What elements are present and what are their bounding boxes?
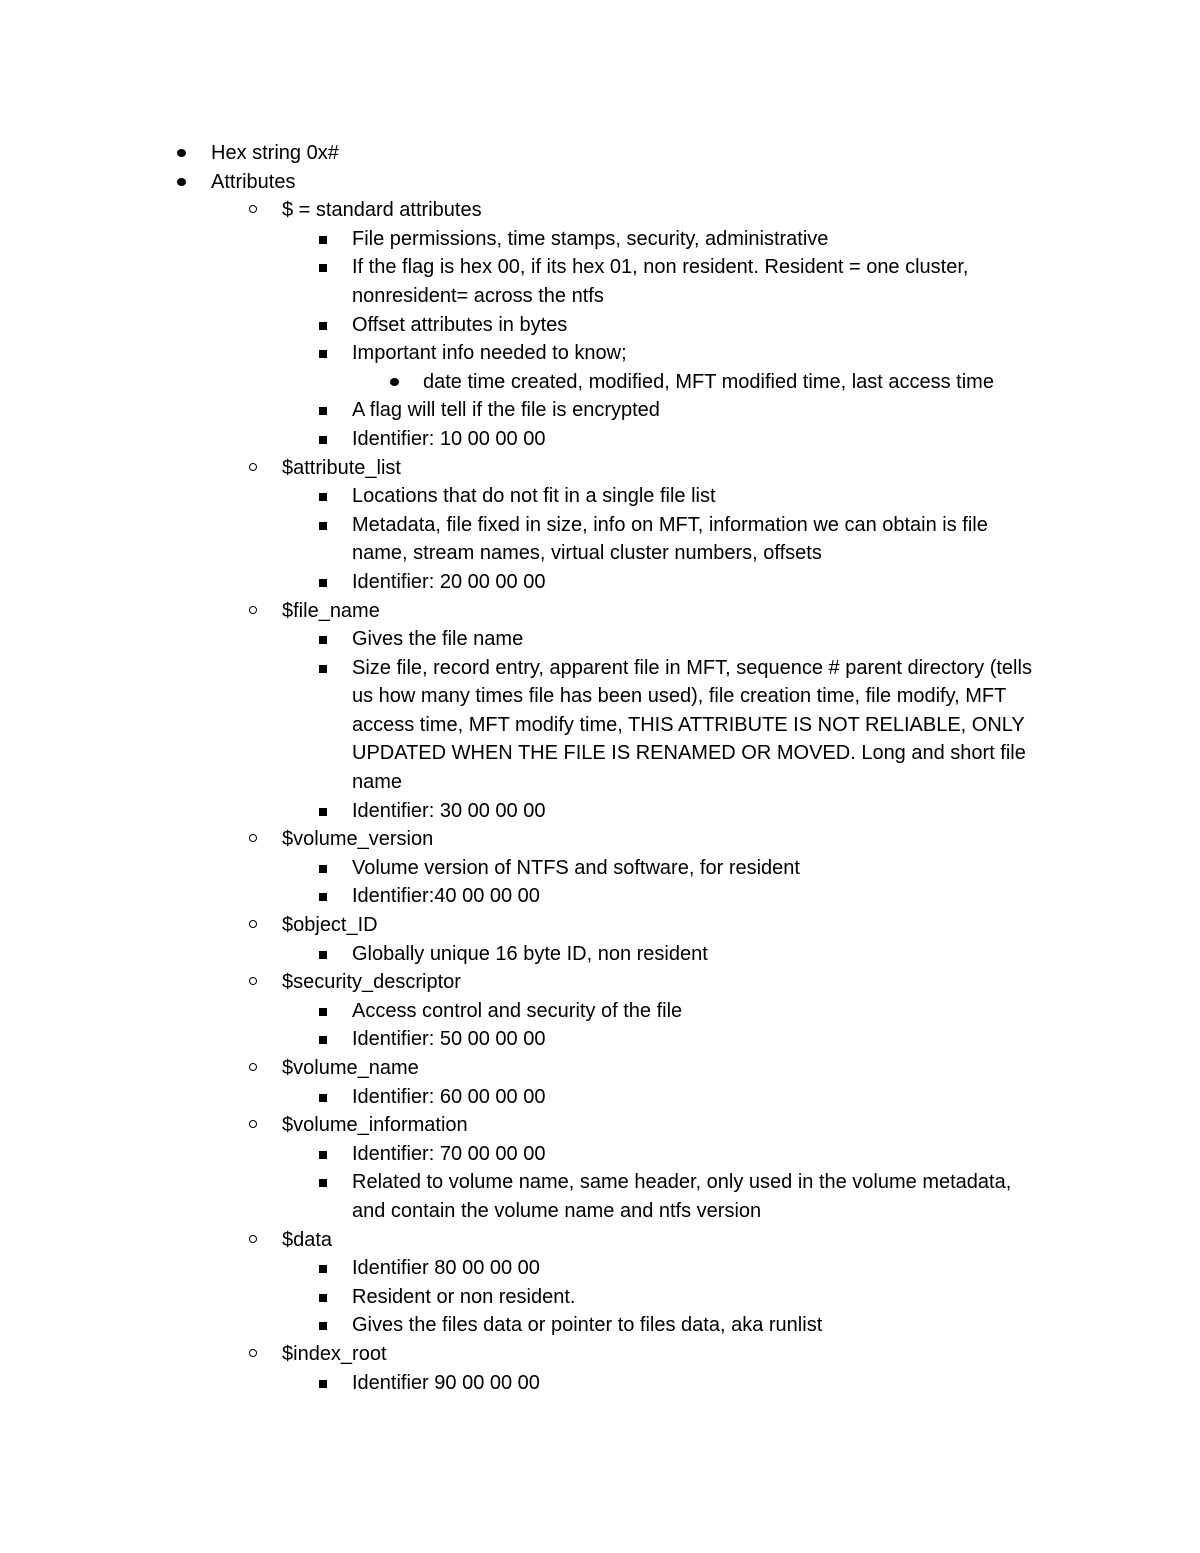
list-item [0, 625, 1042, 654]
hollow-circle-bullet-icon [249, 1235, 257, 1243]
list-item [0, 339, 1042, 368]
list-item-text: Important info needed to know; [352, 342, 627, 365]
filled-square-bullet-icon [319, 1294, 327, 1302]
list-item [0, 1054, 1042, 1083]
list-item-text: $volume_name [282, 1057, 419, 1079]
hollow-circle-bullet-icon [249, 977, 257, 985]
list-item-text: Identifier: 60 00 00 00 [352, 1085, 546, 1108]
filled-square-bullet-icon [319, 579, 327, 587]
hollow-circle-bullet-icon [249, 205, 257, 213]
list-item [0, 1111, 1042, 1140]
filled-square-bullet-icon [319, 951, 327, 959]
list-item-text: If the flag is hex 00, if its hex 01, non resident. Resident = one cluster, nonresident= across the ntfs [352, 256, 969, 307]
list-item-text: Globally unique 16 byte ID, non resident [352, 942, 708, 965]
list-item-text: Volume version of NTFS and software, for resident [352, 856, 800, 879]
list-item-text: $index_root [282, 1342, 387, 1365]
list-item-text: Gives the files data or pointer to files data, aka runlist [352, 1314, 823, 1337]
list-item [0, 1254, 1042, 1283]
list-item [0, 253, 1042, 310]
filled-square-bullet-icon [319, 865, 327, 873]
filled-square-bullet-icon [319, 1036, 327, 1044]
filled-square-bullet-icon [319, 236, 327, 244]
list-item [0, 911, 1042, 940]
list-item [0, 940, 1042, 969]
list-item [0, 1311, 1042, 1340]
list-item [0, 196, 1042, 225]
filled-disc-bullet-icon [177, 149, 186, 157]
filled-square-bullet-icon [319, 407, 327, 415]
list-item [0, 854, 1042, 883]
list-item [0, 797, 1042, 826]
list-item-text: $data [282, 1228, 333, 1251]
hollow-circle-bullet-icon [249, 463, 257, 471]
list-item-text: date time created, modified, MFT modified time, last access time [423, 370, 994, 393]
list-item [0, 1083, 1042, 1112]
list-item-text: Access control and security of the file [352, 999, 683, 1022]
list-item-text: Resident or non resident. [352, 1285, 576, 1308]
list-item [0, 1140, 1042, 1169]
list-item [0, 311, 1042, 340]
filled-square-bullet-icon [319, 1179, 327, 1187]
document-page [0, 139, 1200, 1397]
list-item-text: $security_descriptor [282, 971, 461, 994]
list-item-text: Identifier: 50 00 00 00 [352, 1028, 546, 1051]
filled-square-bullet-icon [319, 1380, 327, 1388]
hollow-circle-bullet-icon [249, 920, 257, 928]
list-item [0, 168, 1031, 197]
list-item [0, 597, 1042, 626]
list-item-text: $attribute_list [282, 456, 401, 479]
list-item [0, 139, 1031, 168]
filled-square-bullet-icon [319, 493, 327, 501]
list-item-text: $object_ID [282, 914, 378, 937]
list-item [0, 368, 1063, 397]
filled-square-bullet-icon [319, 436, 327, 444]
hollow-circle-bullet-icon [249, 606, 257, 614]
list-item [0, 1025, 1042, 1054]
filled-square-bullet-icon [319, 522, 327, 530]
filled-square-bullet-icon [319, 808, 327, 816]
filled-disc-bullet-icon [390, 378, 399, 386]
list-item-text: Identifier: 30 00 00 00 [352, 799, 546, 822]
list-item-text: Metadata, file fixed in size, info on MFT, information we can obtain is file name, stream names, virtual cluster numbers, offsets [352, 513, 988, 565]
list-item-text: Locations that do not fit in a single file list [352, 485, 716, 508]
filled-disc-bullet-icon [177, 178, 186, 186]
list-item [0, 225, 1042, 254]
list-item [0, 1226, 1042, 1255]
list-item-text: A flag will tell if the file is encrypted [352, 399, 660, 422]
list-item [0, 1340, 1042, 1369]
list-item [0, 997, 1042, 1026]
list-item-text: Identifier:40 00 00 00 [352, 885, 540, 908]
list-item-text: $ = standard attributes [282, 199, 482, 222]
list-item [0, 1283, 1042, 1312]
bullet-list [0, 139, 1200, 1397]
list-item-text: Identifier: 10 00 00 00 [352, 427, 546, 450]
filled-square-bullet-icon [319, 665, 327, 673]
list-item-text: Size file, record entry, apparent file in MFT, sequence # parent directory (tells us how many times file has been used), file creation time, file modify, MFT access time, MFT modify time, THIS ATTRIBUTE IS NOT RELIABLE, ONLY UPDATED WHEN THE FILE IS RENAMED OR MOVED. Long and short file name [352, 656, 1032, 794]
list-item [0, 454, 1042, 483]
list-item [0, 1168, 1042, 1225]
filled-square-bullet-icon [319, 1008, 327, 1016]
list-item-text: $volume_version [282, 828, 434, 851]
filled-square-bullet-icon [319, 1322, 327, 1330]
list-item-text: File permissions, time stamps, security, administrative [352, 227, 829, 250]
list-item-text: Hex string 0x# [211, 142, 339, 164]
filled-square-bullet-icon [319, 1265, 327, 1273]
filled-square-bullet-icon [319, 636, 327, 644]
filled-square-bullet-icon [319, 264, 327, 272]
filled-square-bullet-icon [319, 322, 327, 330]
filled-square-bullet-icon [319, 1094, 327, 1102]
filled-square-bullet-icon [319, 1151, 327, 1159]
filled-square-bullet-icon [319, 350, 327, 358]
hollow-circle-bullet-icon [249, 1349, 257, 1357]
list-item [0, 882, 1042, 911]
list-item-text: Attributes [211, 170, 296, 193]
list-item [0, 654, 1042, 797]
list-item [0, 511, 1042, 568]
list-item [0, 1369, 1042, 1398]
list-item-text: Identifier: 70 00 00 00 [352, 1142, 546, 1165]
list-item-text: Offset attributes in bytes [352, 313, 568, 336]
list-item-text: Identifier: 20 00 00 00 [352, 570, 546, 593]
list-item [0, 968, 1042, 997]
list-item [0, 568, 1042, 597]
list-item-text: Identifier 90 00 00 00 [352, 1371, 540, 1394]
hollow-circle-bullet-icon [249, 834, 257, 842]
list-item-text: $file_name [282, 599, 380, 622]
hollow-circle-bullet-icon [249, 1063, 257, 1071]
list-item-text: $volume_information [282, 1114, 468, 1137]
filled-square-bullet-icon [319, 893, 327, 901]
list-item-text: Gives the file name [352, 628, 524, 651]
list-item [0, 482, 1042, 511]
hollow-circle-bullet-icon [249, 1120, 257, 1128]
list-item [0, 396, 1042, 425]
list-item [0, 425, 1042, 454]
list-item-text: Identifier 80 00 00 00 [352, 1257, 540, 1280]
list-item-text: Related to volume name, same header, only used in the volume metadata, and contain the volume name and ntfs version [352, 1171, 1012, 1222]
list-item [0, 825, 1042, 854]
